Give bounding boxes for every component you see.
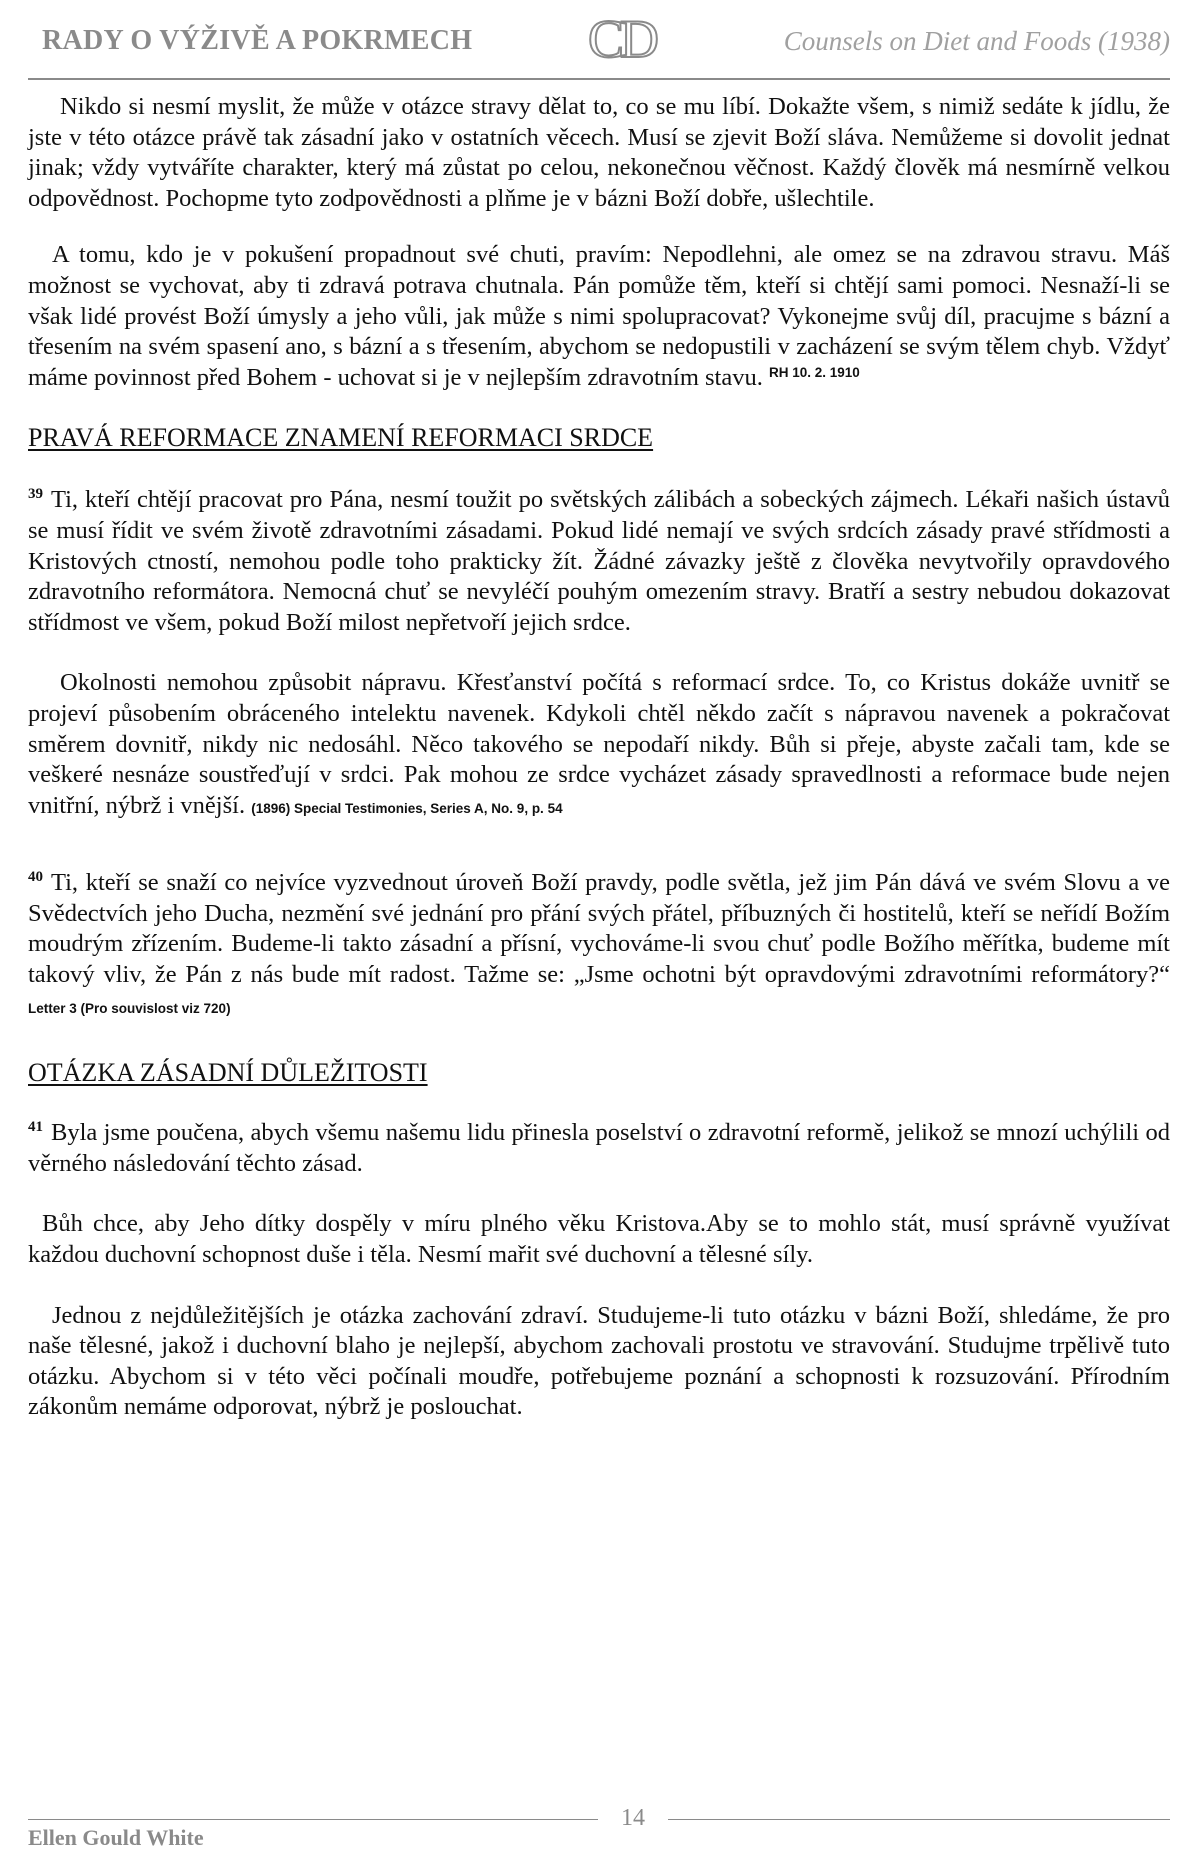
paragraph-text: Ti, kteří chtějí pracovat pro Pána, nesmí toužit po světských zálibách a sobeckých zájmech. Lékaři našich ústavů se musí řídit ve svém životě zdravotními zásadami. Pokud lidé nemají ve svých srdcích zásady pravé střídmosti a Kristových ctností, nemohou podle toho prakticky žít. Žádné závazky ještě z člověka nevytvořily opravdového zdravotního reformátora. Nemocná chuť se nevyléčí pouhým omezením stravy. Bratří a sestry nebudou dokazovat střídmost ve všem, pokud Boží milost nepřetvoří jejich srdce. xyxy=(28,486,1170,636)
header-divider xyxy=(28,78,1170,80)
footer-divider-left xyxy=(28,1819,598,1820)
paragraph-text: Ti, kteří se snaží co nejvíce vyzvednout úroveň Boží pravdy, podle světla, jež jim Pán dává ve svém Slovu a ve Svědectvích jeho Ducha, nezmění své jednání pro přání svých přátel, příbuzných či hostitelů, kteří se neřídí Božím moudrým zřízením. Budeme-li takto zásadní a přísní, vychováme-li svou chuť podle Božího měřítka, budeme mít takový vliv, že Pán z nás bude mít radost. Tažme se: „Jsme ochotni být opravdovými zdravotními reformátory?“ xyxy=(28,869,1170,989)
document-page xyxy=(28,0,1170,1849)
cd-logo: CD xyxy=(588,9,656,69)
header-title-czech: RADY O VÝŽIVĚ A POKRMECH xyxy=(42,25,473,56)
source-reference: (1896) Special Testimonies, Series A, No. 9, p. 54 xyxy=(251,800,563,816)
numbered-paragraph xyxy=(28,868,1170,1024)
paragraph-text: Jednou z nejdůležitějších je otázka zachování zdraví. Studujeme-li tuto otázku v bázni Boží, shledáme, že pro naše tělesné, jakož i duchovní blaho je nejlepší, abychom zachovali prostotu ve stravování. Studujme trpělivě tuto otázku. Abychom si v této věci počínali moudře, potřebujeme poznání a schopnosti k rozsuzování. Přírodním zákonům nemáme odporovat, nýbrž je poslouchat. xyxy=(28,1301,1170,1421)
footer-author: Ellen Gould White xyxy=(28,1825,204,1850)
source-reference: RH 10. 2. 1910 xyxy=(768,364,860,380)
section-heading: PRAVÁ REFORMACE ZNAMENÍ REFORMACI SRDCE xyxy=(28,423,654,453)
paragraph-text: Nikdo si nesmí myslit, že může v otázce stravy dělat to, co se mu líbí. Dokažte všem, s nimiž sedáte k jídlu, že jste v této otázce právě tak zásadní jako v ostatních věcech. Musí se zjevit Boží sláva. Nemůžeme si dovolit jednat jinak; vždy vytváříte charakter, který má zůstat po celou, nekonečnou věčnost. Každý člověk má nesmírně velkou odpovědnost. Pochopme tyto zodpovědnosti a plňme je v bázni Boží dobře, ušlechtile. xyxy=(28,93,1170,212)
paragraph-text: Bůh chce, aby Jeho dítky dospěly v míru plného věku Kristova.Aby se to mohlo stát, musí správně využívat každou duchovní schopnost duše i těla. Nesmí mařit své duchovní a tělesné síly. xyxy=(28,1210,1170,1269)
paragraph-text: A tomu, kdo je v pokušení propadnout své chuti, pravím: Nepodlehni, ale omez se na zdravou stravu. Máš možnost se vychovat, aby ti zdravá potrava chutnala. Pán pomůže těm, kteří si chtějí sami pomoci. Nesnaží-li se však lidé provést Boží úmysly a jeho vůli, jak může s nimi spolupracovat? Vykonejme svůj díl, pracujme s bázní a třesením na svém spasení ano, s bázní a s třesením, abychom se nedopustili v zacházení se svým tělem chyb. Vždyť máme povinnost před Bohem - uchovat si je v nejlepším zdravotním stavu. xyxy=(28,241,1170,391)
source-reference: Letter 3 (Pro souvislost viz 720) xyxy=(28,1000,231,1016)
paragraph-number: 40 xyxy=(28,869,43,886)
numbered-paragraph xyxy=(28,1118,1170,1179)
paragraph xyxy=(28,240,1170,393)
paragraph xyxy=(28,92,1170,214)
footer-divider-right xyxy=(668,1819,1170,1820)
numbered-paragraph xyxy=(28,485,1170,638)
paragraph-number: 39 xyxy=(28,486,43,503)
header-title-english: Counsels on Diet and Foods (1938) xyxy=(783,26,1170,56)
section-heading: OTÁZKA ZÁSADNÍ DŮLEŽITOSTI xyxy=(28,1058,428,1088)
paragraph xyxy=(28,1209,1170,1270)
paragraph xyxy=(28,1301,1170,1423)
paragraph-text: Byla jsme poučena, abych všemu našemu lidu přinesla poselství o zdravotní reformě, jelikož se mnozí uchýlili od věrného následování těchto zásad. xyxy=(28,1119,1170,1177)
page-content xyxy=(28,92,1170,1423)
paragraph xyxy=(28,668,1170,824)
page-number: 14 xyxy=(621,1805,645,1831)
page-header xyxy=(28,9,1170,74)
paragraph-text: Okolnosti nemohou způsobit nápravu. Křesťanství počítá s reformací srdce. To, co Kristus dokáže uvnitř se projeví působením obráceného intelektu navenek. Kdykoli chtěl někdo začít s nápravou navenek a pokračovat směrem dovnitř, nikdy nic nedosáhl. Něco takového se nepodaří nikdy. Bůh si přeje, abyste začali tam, kde se veškeré nesnáze soustřeďují v srdci. Pak mohou ze srdce vycházet zásady spravedlnosti a reformace bude nejen vnitřní, nýbrž i vnější. xyxy=(28,669,1170,819)
paragraph-number: 41 xyxy=(28,1119,43,1136)
